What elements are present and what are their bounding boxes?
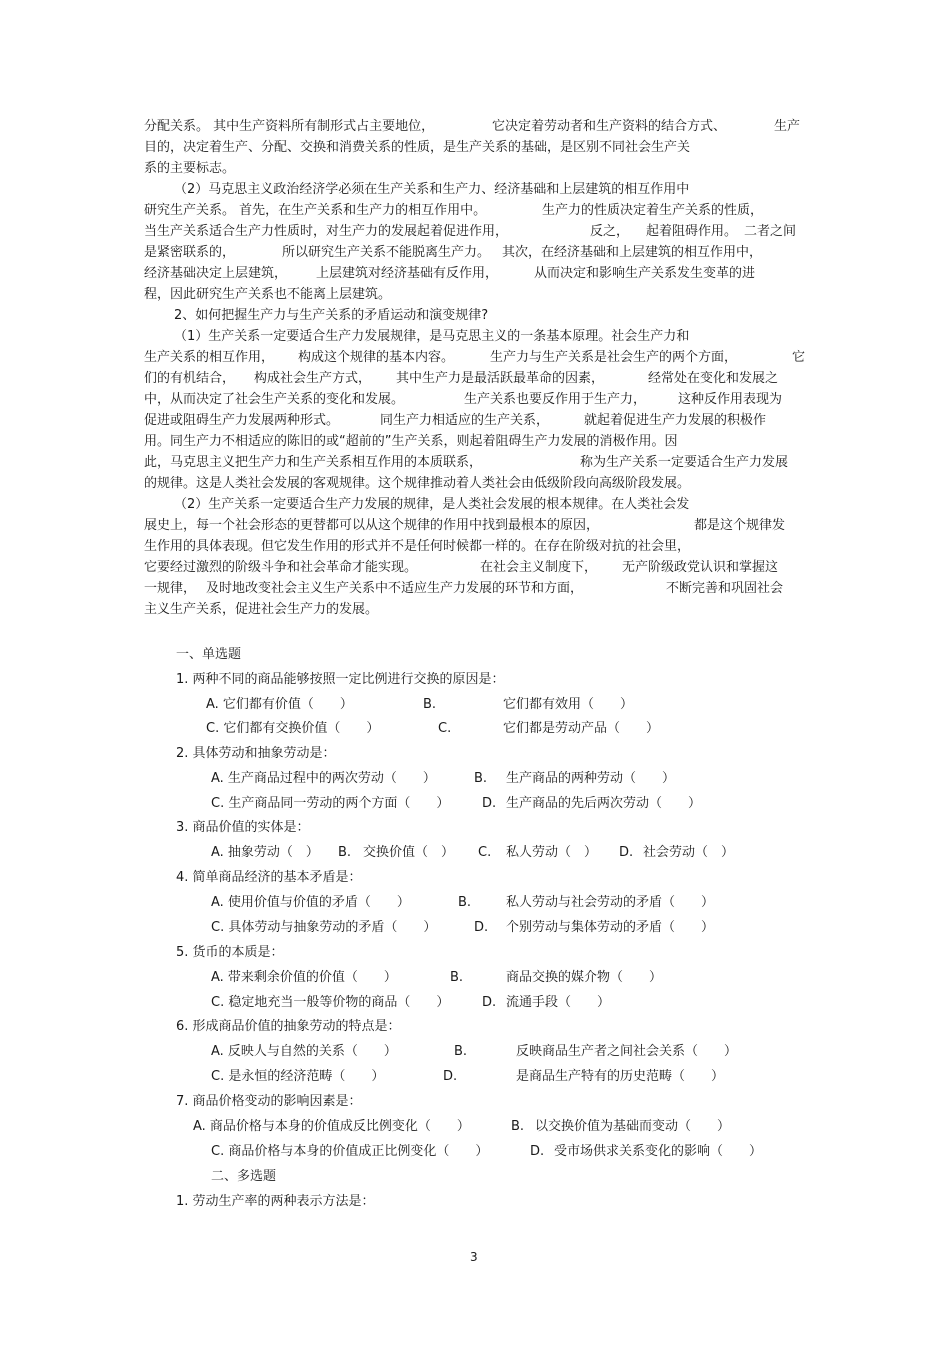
- option-letter: C.: [478, 845, 492, 860]
- text-segment: 经常处在变化和发展之: [648, 371, 779, 386]
- option: 社会劳动（ ）: [643, 845, 735, 860]
- text-segment: 此，马克思主义把生产力和生产关系相互作用的本质联系，: [144, 455, 483, 470]
- text-segment: 研究生产关系。 首先，在生产关系和生产力的相互作用中。: [144, 203, 487, 218]
- option-letter: B.: [511, 1119, 525, 1134]
- option: 生产商品的两种劳动（ ）: [506, 771, 676, 786]
- text-segment: 无产阶级政党认识和掌握这: [622, 560, 779, 575]
- text-segment: 就起着促进生产力发展的积极作: [584, 413, 767, 428]
- option: 商品交换的媒介物（ ）: [506, 970, 663, 985]
- text-segment: 其次，在经济基础和上层建筑的相互作用中，: [502, 245, 763, 260]
- text-segment: 主义生产关系，促进社会生产力的发展。: [144, 602, 379, 617]
- option-letter: B.: [338, 845, 352, 860]
- option: 它们都是劳动产品（ ）: [503, 721, 660, 736]
- section-title: 二、多选题: [211, 1169, 277, 1184]
- text-segment: 起着阻碍作用。: [646, 224, 738, 239]
- text-segment: 系的主要标志。: [144, 161, 236, 176]
- option: A. 反映人与自然的关系（ ）: [211, 1044, 397, 1059]
- option: 是商品生产特有的历史范畴（ ）: [516, 1069, 725, 1084]
- text-segment: （2）马克思主义政治经济学必须在生产关系和生产力、经济基础和上层建筑的相互作用中: [174, 182, 690, 197]
- text-segment: 生产关系的相互作用，: [144, 350, 275, 365]
- text-segment: 二者之间: [744, 224, 797, 239]
- option-letter: B.: [423, 697, 437, 712]
- question-stem: 6. 形成商品价值的抽象劳动的特点是：: [176, 1019, 401, 1034]
- text-segment: 2、如何把握生产力与生产关系的矛盾运动和演变规律?: [174, 308, 489, 323]
- option: C. 生产商品同一劳动的两个方面（ ）: [211, 796, 450, 811]
- option: C. 它们都有交换价值（ ）: [206, 721, 380, 736]
- text-segment: 反之，: [590, 224, 630, 239]
- option: 个别劳动与集体劳动的矛盾（ ）: [506, 920, 715, 935]
- option: 生产商品的先后两次劳动（ ）: [506, 796, 702, 811]
- text-segment: 用。同生产力不相适应的陈旧的或“超前的”生产关系，则起着阻碍生产力发展的消极作用。因: [144, 434, 678, 449]
- text-segment: 一规律，: [144, 581, 197, 596]
- option: 私人劳动与社会劳动的矛盾（ ）: [506, 895, 715, 910]
- text-segment: 及时地改变社会主义生产关系中不适应生产力发展的环节和方面，: [206, 581, 584, 596]
- option-letter: D.: [619, 845, 634, 860]
- option: A. 抽象劳动（ ）: [211, 845, 319, 860]
- option: A. 使用价值与价值的矛盾（ ）: [211, 895, 410, 910]
- text-segment: 生产力的性质决定着生产关系的性质，: [542, 203, 764, 218]
- option: C. 商品价格与本身的价值成正比例变化（ ）: [211, 1144, 489, 1159]
- question-stem: 4. 简单商品经济的基本矛盾是：: [176, 870, 362, 885]
- text-segment: 同生产力相适应的生产关系，: [380, 413, 550, 428]
- text-segment: 不断完善和巩固社会: [666, 581, 784, 596]
- option-letter: D.: [530, 1144, 545, 1159]
- option-letter: D.: [482, 796, 497, 811]
- option: A. 它们都有价值（ ）: [206, 697, 353, 712]
- text-segment: 展史上，每一个社会形态的更替都可以从这个规律的作用中找到最根本的原因，: [144, 518, 600, 533]
- question-stem: 3. 商品价值的实体是：: [176, 820, 310, 835]
- option-letter: D.: [482, 995, 497, 1010]
- text-segment: 经济基础决定上层建筑，: [144, 266, 288, 281]
- text-segment: 从而决定和影响生产关系发生变革的进: [534, 266, 756, 281]
- text-segment: 目的，决定着生产、分配、交换和消费关系的性质，是生产关系的基础，是区别不同社会生产关: [144, 140, 691, 155]
- question-stem: 5. 货币的本质是：: [176, 945, 284, 960]
- option: 反映商品生产者之间社会关系（ ）: [516, 1044, 738, 1059]
- text-segment: 中，从而决定了社会生产关系的变化和发展。: [144, 392, 405, 407]
- text-segment: 生产关系也要反作用于生产力，: [464, 392, 647, 407]
- question-stem: 2. 具体劳动和抽象劳动是：: [176, 746, 336, 761]
- text-segment: 这种反作用表现为: [678, 392, 783, 407]
- text-segment: （2）生产关系一定要适合生产力发展的规律，是人类社会发展的根本规律。在人类社会发: [174, 497, 690, 512]
- option-letter: B.: [454, 1044, 468, 1059]
- option-letter: D.: [474, 920, 489, 935]
- text-segment: 其中生产力是最活跃最革命的因素，: [396, 371, 605, 386]
- option: C. 具体劳动与抽象劳动的矛盾（ ）: [211, 920, 437, 935]
- text-segment: 程，因此研究生产关系也不能离上层建筑。: [144, 287, 392, 302]
- option: A. 生产商品过程中的两次劳动（ ）: [211, 771, 436, 786]
- text-segment: 促进或阻碍生产力发展两种形式。: [144, 413, 340, 428]
- option-letter: B.: [458, 895, 472, 910]
- option: C. 是永恒的经济范畴（ ）: [211, 1069, 385, 1084]
- text-segment: 当生产关系适合生产力性质时，对生产力的发展起着促进作用，: [144, 224, 509, 239]
- option: A. 商品价格与本身的价值成反比例变化（ ）: [193, 1119, 470, 1134]
- option: C. 稳定地充当一般等价物的商品（ ）: [211, 995, 450, 1010]
- option: 私人劳动（ ）: [506, 845, 598, 860]
- page-number: 3: [470, 1250, 478, 1264]
- question-stem: 1. 两种不同的商品能够按照一定比例进行交换的原因是：: [176, 672, 505, 687]
- text-segment: 的规律。这是人类社会发展的客观规律。这个规律推动着人类社会由低级阶段向高级阶段发展。: [144, 476, 691, 491]
- section-title: 一、单选题: [176, 647, 242, 662]
- text-segment: 都是这个规律发: [694, 518, 786, 533]
- text-segment: 们的有机结合，: [144, 371, 236, 386]
- option: 交换价值（ ）: [363, 845, 455, 860]
- text-segment: 在社会主义制度下，: [480, 560, 598, 575]
- text-segment: 构成社会生产方式，: [254, 371, 372, 386]
- text-segment: 它要经过激烈的阶级斗争和社会革命才能实现。: [144, 560, 418, 575]
- option: 受市场供求关系变化的影响（ ）: [554, 1144, 763, 1159]
- text-segment: 它决定着劳动者和生产资料的结合方式、: [492, 119, 727, 134]
- text-segment: 所以研究生产关系不能脱离生产力。: [282, 245, 491, 260]
- text-segment: 生作用的具体表现。但它发生作用的形式并不是任何时候都一样的。在存在阶级对抗的社会里，: [144, 539, 691, 554]
- option: 流通手段（ ）: [506, 995, 611, 1010]
- option-letter: B.: [450, 970, 464, 985]
- text-segment: 构成这个规律的基本内容。: [298, 350, 455, 365]
- text-segment: （1）生产关系一定要适合生产力发展规律，是马克思主义的一条基本原理。社会生产力和: [174, 329, 690, 344]
- option-letter: C.: [438, 721, 452, 736]
- option: A. 带来剩余价值的价值（ ）: [211, 970, 397, 985]
- text-segment: 称为生产关系一定要适合生产力发展: [580, 455, 789, 470]
- text-segment: 是紧密联系的，: [144, 245, 236, 260]
- option: 以交换价值为基础而变动（ ）: [535, 1119, 731, 1134]
- text-segment: 它: [792, 350, 806, 365]
- text-segment: 生产: [774, 119, 801, 134]
- text-segment: 上层建筑对经济基础有反作用，: [316, 266, 499, 281]
- option-letter: D.: [443, 1069, 458, 1084]
- text-segment: 分配关系。 其中生产资料所有制形式占主要地位，: [144, 119, 435, 134]
- text-segment: 生产力与生产关系是社会生产的两个方面，: [490, 350, 738, 365]
- option: 它们都有效用（ ）: [503, 697, 634, 712]
- question-stem: 1. 劳动生产率的两种表示方法是：: [176, 1194, 375, 1209]
- option-letter: B.: [474, 771, 488, 786]
- question-stem: 7. 商品价格变动的影响因素是：: [176, 1094, 362, 1109]
